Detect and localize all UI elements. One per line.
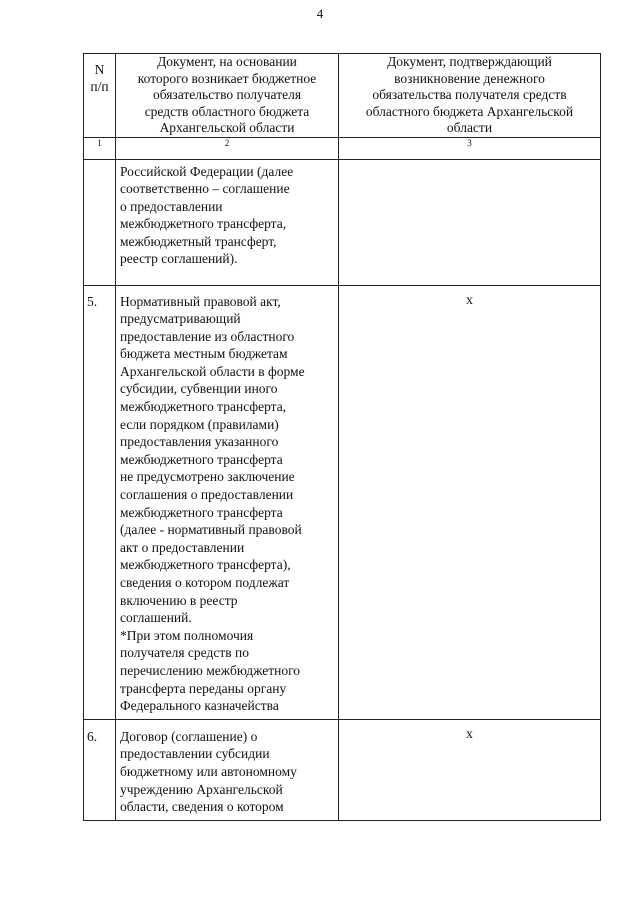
text-line: межбюджетный трансферт, [120, 233, 277, 249]
text-line: учреждению Архангельской [120, 781, 283, 797]
text-line: (далее - нормативный правовой [120, 522, 302, 538]
text-line: межбюджетного трансферта), [120, 557, 291, 573]
header-line: которого возникает бюджетное [137, 70, 317, 86]
column-index-row [84, 137, 601, 159]
row-confirming-cell: х [339, 285, 601, 719]
text-line: Федерального казначейства [120, 698, 279, 714]
text-line: предусматривающий [120, 311, 241, 327]
text-line: межбюджетного трансферта [120, 451, 283, 467]
text-line: предоставление из областного [120, 328, 295, 344]
row-basis-text [116, 285, 339, 719]
header-line: средств областного бюджета [144, 103, 310, 119]
text-line: бюджета местным бюджетам [120, 346, 288, 362]
row-number: 6. [84, 719, 116, 820]
header-line: области [446, 120, 493, 135]
row-number [84, 159, 116, 285]
row-basis-text [116, 159, 339, 285]
text-line: Архангельской области в форме [120, 363, 305, 379]
text-line: сведения о котором подлежат [120, 575, 290, 590]
text-line: межбюджетного трансферта, [120, 399, 287, 415]
text-line: перечислению межбюджетного [120, 662, 301, 678]
header-line: N [94, 62, 105, 77]
text-line: включению в реестр [120, 592, 238, 608]
text-line: Нормативный правовой акт, [120, 293, 281, 309]
table-row [84, 719, 601, 820]
text-line: акт о предоставлении [120, 539, 245, 555]
column-index: 2 [116, 137, 339, 159]
row-confirming-cell: х [339, 719, 601, 820]
text-line: предоставлении субсидии [120, 746, 270, 762]
header-confirming-document [339, 54, 601, 138]
text-line: предоставления указанного [120, 434, 279, 450]
header-line: п/п [90, 78, 109, 94]
table-row [84, 159, 601, 285]
text-line: не предусмотрено заключение [120, 469, 295, 485]
text-line: если порядком (правилами) [120, 416, 279, 432]
text-line: межбюджетного трансферта, [120, 216, 287, 232]
document-table [83, 53, 601, 821]
header-number [84, 54, 116, 138]
row-basis-text [116, 719, 339, 820]
header-line: областного бюджета Архангельской [365, 103, 574, 119]
text-line: получателя средств по [120, 645, 249, 661]
table-header-row [84, 54, 601, 138]
text-line: Российской Федерации (далее [120, 163, 294, 179]
row-confirming-cell [339, 159, 601, 285]
text-line: о предоставлении [120, 198, 223, 214]
header-line: обязательство получателя [152, 87, 302, 102]
text-line: межбюджетного трансферта [120, 504, 283, 520]
page-number: 4 [316, 6, 324, 21]
column-index: 1 [84, 137, 116, 159]
text-line: реестр соглашений). [120, 251, 238, 267]
header-line: возникновение денежного [394, 70, 545, 86]
text-line: Договор (соглашение) о [120, 728, 258, 744]
header-line: Архангельской области [159, 120, 295, 135]
row-number: 5. [84, 285, 116, 719]
text-line: области, сведения о котором [120, 799, 284, 815]
text-line: трансферта переданы органу [120, 680, 287, 696]
text-line: *При этом полномочия [120, 627, 254, 643]
header-line: Документ, подтверждающий [387, 54, 552, 69]
column-index: 3 [339, 137, 601, 159]
table-row [84, 285, 601, 719]
text-line: соглашения о предоставлении [120, 487, 294, 503]
header-line: обязательства получателя средств [372, 87, 567, 102]
header-basis-document [116, 54, 339, 138]
text-line: соответственно – соглашение [120, 181, 290, 197]
text-line: бюджетному или автономному [120, 763, 297, 779]
text-line: соглашений. [120, 610, 192, 626]
text-line: субсидии, субвенции иного [120, 381, 278, 397]
header-line: Документ, на основании [157, 54, 297, 69]
